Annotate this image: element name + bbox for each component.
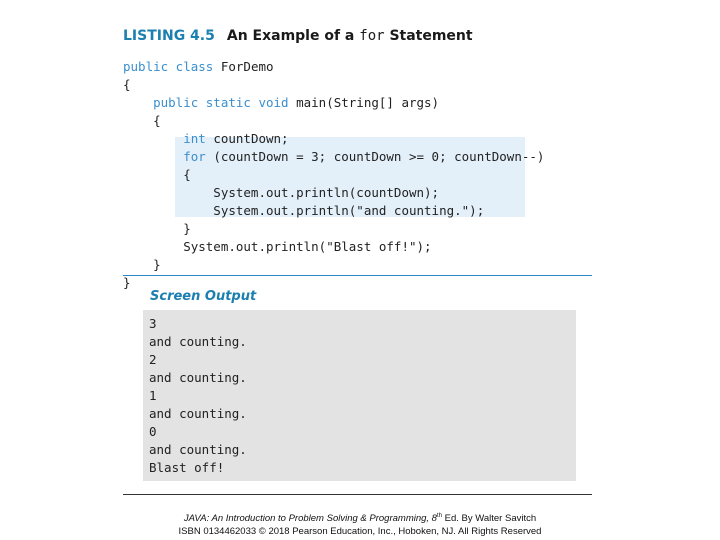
footer-edition-rest: Ed. By Walter Savitch [441,513,537,525]
listing-title-keyword: for [359,28,385,44]
listing-number: LISTING 4.5 [123,28,215,44]
output-line: and counting. [149,334,247,349]
code-keyword: public static void [123,95,297,110]
divider-rule [123,275,592,276]
code-line [123,166,191,184]
code-line [123,202,484,220]
code-text: { [123,113,161,128]
code-text: ForDemo [220,59,274,74]
listing-title [123,28,473,44]
code-keyword: public class [123,59,221,74]
output-line: 3 [149,316,157,331]
code-text: System.out.println(countDown); [123,185,440,200]
screen-output-title: Screen Output [150,289,257,304]
code-line [123,58,274,76]
code-text: System.out.println("and counting."); [123,203,485,218]
code-line [123,238,432,256]
code-line [123,256,161,274]
output-line: 1 [149,388,157,403]
code-text: System.out.println("Blast off!"); [123,239,432,254]
output-line: 0 [149,424,157,439]
code-line [123,130,289,148]
output-line: Blast off! [149,460,225,475]
footer-copyright: ISBN 0134462033 © 2018 Pearson Education, Inc., Hoboken, NJ. All Rights Reserved [178,526,542,537]
output-line: and counting. [149,406,247,421]
code-text: { [123,77,131,92]
screen-output-box [143,310,576,481]
code-text: countDown; [213,131,289,146]
code-keyword: for [123,149,214,164]
code-text: } [123,275,131,290]
code-line [123,274,131,292]
footer-rule [123,494,592,495]
listing-title-suffix: Statement [389,28,473,44]
code-line [123,148,544,166]
code-keyword: int [123,131,214,146]
code-line [123,94,439,112]
code-text: (countDown = 3; countDown >= 0; countDown--) [213,149,545,164]
listing-title-prefix: An Example of a [226,28,355,44]
output-line: 2 [149,352,157,367]
footer-edition-sup: th [436,513,442,519]
footer-book-title: JAVA: An Introduction to Problem Solving & Programming, 8 [183,513,437,525]
output-line: and counting. [149,442,247,457]
code-text: main(String[] args) [296,95,440,110]
code-text: } [123,257,161,272]
code-text: { [123,167,191,182]
code-line [123,220,191,238]
code-line [123,184,439,202]
code-line [123,112,161,130]
code-line [123,76,131,94]
output-line: and counting. [149,370,247,385]
footer-citation [0,513,720,524]
code-text: } [123,221,191,236]
